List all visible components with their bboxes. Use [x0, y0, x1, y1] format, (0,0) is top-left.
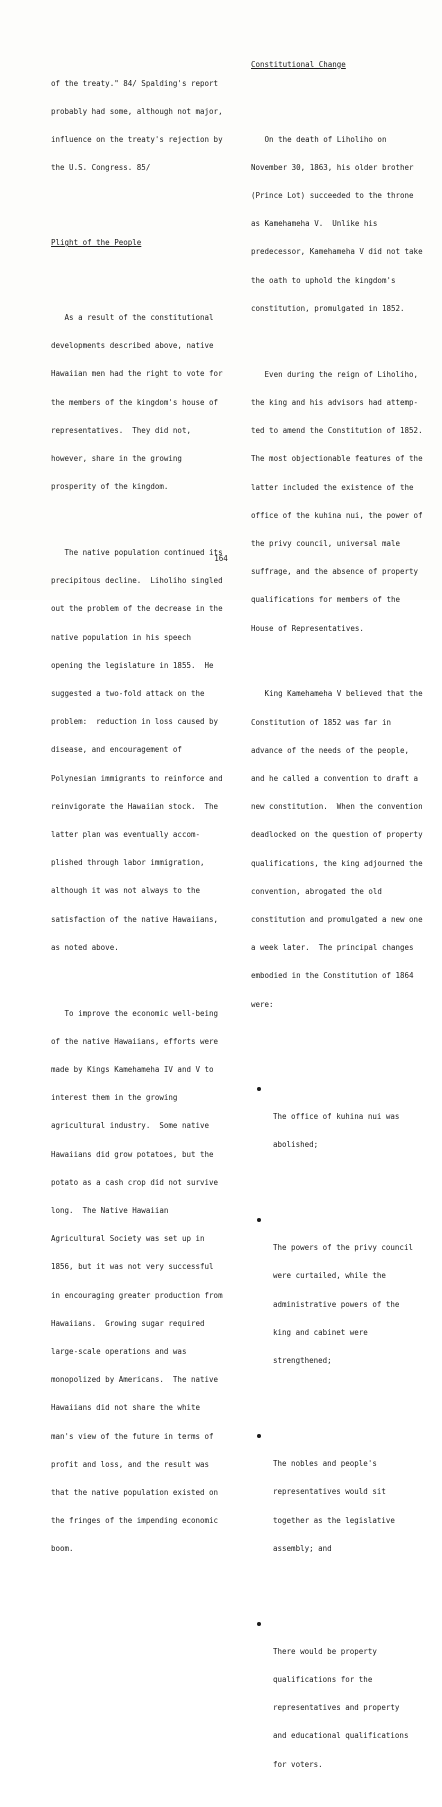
bullet-icon	[257, 1622, 261, 1626]
text-line: representatives and property	[273, 1703, 400, 1713]
text-line: Constitution of 1852 was far in	[251, 717, 391, 727]
right-column	[251, 41, 423, 1807]
text-line: As a result of the constitutional	[51, 312, 214, 322]
text-line: Even during the reign of Liholiho,	[251, 369, 419, 379]
text-line: embodied in the Constitution of 1864	[251, 971, 414, 981]
text-line: long. The Native Hawaiian	[51, 1206, 169, 1216]
text-line: qualifications for members of the	[251, 595, 401, 605]
text-line: together as the legislative	[273, 1515, 395, 1525]
text-line: probably had some, although not major,	[51, 106, 223, 116]
text-line: ted to amend the Constitution of 1852.	[251, 426, 423, 436]
text-line: profit and loss, and the result was	[51, 1459, 210, 1469]
text-line: constitution, promulgated in 1852.	[251, 303, 405, 313]
paragraph	[251, 671, 423, 1028]
text-line: The office of kuhina nui was	[273, 1112, 400, 1122]
paragraph	[51, 990, 247, 1573]
text-line: although it was not always to the	[51, 886, 201, 896]
text-line: influence on the treaty's rejection by	[51, 135, 223, 145]
text-line: administrative powers of the	[273, 1299, 400, 1309]
text-line: The native population continued its	[51, 547, 223, 557]
text-line: suffrage, and the absence of property	[251, 567, 419, 577]
text-line: advance of the needs of the people,	[251, 745, 410, 755]
text-line: qualifications for the	[273, 1675, 373, 1684]
text-line: 1856, but it was not very successful	[51, 1262, 214, 1272]
bullet-item	[251, 1431, 423, 1572]
text-line: On the death of Liholiho on	[251, 134, 387, 144]
text-line: predecessor, Kamehameha V did not take	[251, 247, 423, 257]
text-line: the oath to uphold the kingdom's	[251, 275, 396, 285]
bullet-icon	[257, 1218, 261, 1222]
bullet-icon	[257, 1087, 261, 1091]
text-line: of the native Hawaiians, efforts were	[51, 1036, 219, 1046]
text-line: abolished;	[273, 1140, 319, 1150]
text-line: Hawaiians. Growing sugar required	[51, 1318, 205, 1328]
section-heading-constitutional-change: Constitutional Change	[251, 59, 346, 69]
paragraph	[51, 529, 247, 971]
section-heading-plight: Plight of the People	[51, 238, 142, 248]
left-column	[51, 41, 247, 1591]
text-line: large-scale operations and was	[51, 1347, 187, 1357]
text-line: The powers of the privy council	[273, 1243, 413, 1253]
text-line: and he called a convention to draft a	[251, 773, 419, 783]
text-line: interest them in the growing	[51, 1093, 178, 1103]
text-line: agricultural industry. Some native	[51, 1121, 210, 1131]
text-line: new constitution. When the convention	[251, 802, 423, 812]
text-line: problem: reduction in loss caused by	[51, 717, 219, 727]
paragraph	[251, 116, 423, 332]
text-line: deadlocked on the question of property	[251, 830, 423, 840]
text-line: Hawaiian men had the right to vote for	[51, 369, 223, 379]
text-line: latter plan was eventually accom-	[51, 829, 201, 839]
text-line: House of Representatives.	[251, 623, 364, 633]
intro-paragraph	[51, 60, 247, 192]
text-line: reinvigorate the Hawaiian stock. The	[51, 801, 219, 811]
text-line: The nobles and people's	[273, 1459, 377, 1469]
text-line: the U.S. Congress. 85/	[51, 163, 151, 173]
text-line: the privy council, universal male	[251, 538, 401, 548]
text-line: assembly; and	[273, 1543, 332, 1553]
text-line: Agricultural Society was set up in	[51, 1234, 205, 1244]
text-line: November 30, 1863, his older brother	[251, 162, 414, 172]
text-line: King Kamehameha V believed that the	[251, 689, 423, 699]
text-line: Polynesian immigrants to reinforce and	[51, 773, 223, 783]
text-line: out the problem of the decrease in the	[51, 604, 223, 614]
bullet-item	[251, 1084, 423, 1169]
text-line: strengthened;	[273, 1356, 332, 1366]
text-line: however, share in the growing	[51, 453, 182, 463]
text-line: native population in his speech	[51, 632, 191, 642]
text-line: suggested a two-fold attack on the	[51, 688, 205, 698]
text-line: constitution and promulgated a new one	[251, 914, 423, 924]
text-line: There would be property	[273, 1646, 377, 1656]
bullet-icon	[257, 1434, 261, 1438]
text-line: as noted above.	[51, 942, 119, 952]
text-line: Hawaiians did grow potatoes, but the	[51, 1149, 214, 1159]
text-line: developments described above, native	[51, 341, 214, 351]
paragraph	[51, 294, 247, 510]
text-line: (Prince Lot) succeeded to the throne	[251, 191, 414, 201]
text-line: potato as a cash crop did not survive	[51, 1177, 219, 1187]
text-line: were curtailed, while the	[273, 1271, 386, 1281]
text-line: office of the kuhina nui, the power of	[251, 510, 423, 520]
page-number: 164	[214, 554, 228, 563]
text-line: boom.	[51, 1544, 74, 1554]
text-line: in encouraging greater production from	[51, 1290, 223, 1300]
text-line: convention, abrogated the old	[251, 886, 382, 896]
text-line: opening the legislature in 1855. He	[51, 660, 214, 670]
text-line: and educational qualifications	[273, 1731, 409, 1741]
text-line: were:	[251, 999, 274, 1009]
bullet-item	[251, 1215, 423, 1384]
text-line: made by Kings Kamehameha IV and V to	[51, 1065, 214, 1075]
text-line: the king and his advisors had attemp-	[251, 397, 419, 407]
text-line: Hawaiians did not share the white	[51, 1403, 201, 1413]
text-line: representatives. They did not,	[51, 425, 191, 435]
text-line: that the native population existed on	[51, 1488, 219, 1498]
text-line: disease, and encouragement of	[51, 745, 182, 755]
text-line: a week later. The principal changes	[251, 943, 414, 953]
text-line: man's view of the future in terms of	[51, 1431, 214, 1441]
text-line: of the treaty." 84/ Spalding's report	[51, 78, 219, 88]
text-line: as Kamehameha V. Unlike his	[251, 219, 378, 229]
text-line: plished through labor immigration,	[51, 858, 205, 868]
paragraph	[251, 351, 423, 652]
text-line: prosperity of the kingdom.	[51, 482, 169, 492]
text-line: qualifications, the king adjourned the	[251, 858, 423, 868]
text-line: satisfaction of the native Hawaiians,	[51, 914, 219, 924]
text-line: king and cabinet were	[273, 1327, 368, 1337]
text-line: for voters.	[273, 1759, 323, 1769]
text-line: To improve the economic well-being	[51, 1008, 219, 1018]
text-line: precipitous decline. Liholiho singled	[51, 576, 223, 586]
text-line: the fringes of the impending economic	[51, 1516, 219, 1526]
text-line: latter included the existence of the	[251, 482, 414, 492]
bullet-item	[251, 1619, 423, 1788]
text-line: representatives would sit	[273, 1487, 386, 1497]
text-line: monopolized by Americans. The native	[51, 1375, 219, 1385]
text-line: the members of the kingdom's house of	[51, 397, 219, 407]
text-line: The most objectionable features of the	[251, 454, 423, 464]
